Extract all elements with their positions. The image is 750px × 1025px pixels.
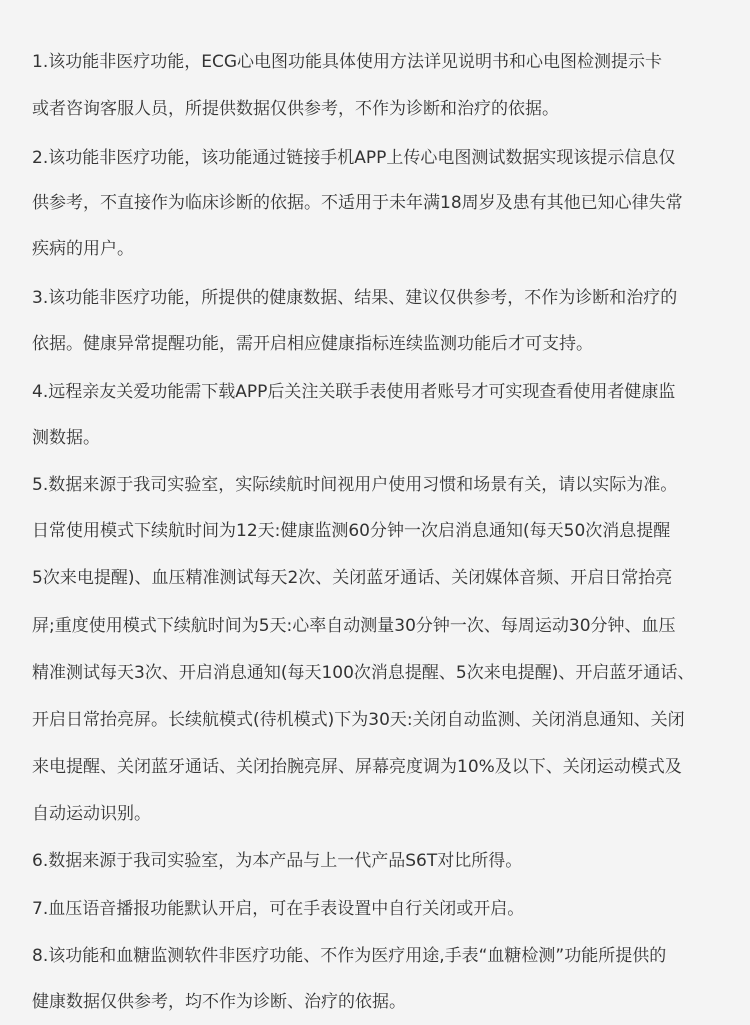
note-5-line-8: 自动运动识别。	[32, 804, 151, 824]
note-7-line-1: 7.血压语音播报功能默认开启，可在手表设置中自行关闭或开启。	[32, 899, 525, 919]
note-4-line-2: 测数据。	[32, 428, 100, 448]
note-5-line-5: 精准测试每天3次、开启消息通知(每天100次消息提醒、5次来电提醒)、开启蓝牙通话、	[32, 663, 695, 683]
note-2-line-2: 供参考，不直接作为临床诊断的依据。不适用于未年满18周岁及患有其他已知心律失常	[32, 193, 683, 213]
note-6-line-1: 6.数据来源于我司实验室，为本产品与上一代产品S6T对比所得。	[32, 851, 523, 871]
note-4-line-1: 4.远程亲友关爱功能需下载APP后关注关联手表使用者账号才可实现查看使用者健康监	[32, 382, 676, 402]
note-5-line-4: 屏;重度使用模式下续航时间为5天:心率自动测量30分钟一次、每周运动30分钟、血压	[32, 616, 676, 636]
note-5-line-3: 5次来电提醒)、血压精准测试每天2次、关闭蓝牙通话、关闭媒体音频、开启日常抬亮	[32, 568, 673, 588]
note-1-line-1: 1.该功能非医疗功能，ECG心电图功能具体使用方法详见说明书和心电图检测提示卡	[32, 52, 663, 72]
note-5-line-1: 5.数据来源于我司实验室，实际续航时间视用户使用习惯和场景有关，请以实际为准。	[32, 475, 678, 495]
note-5-line-7: 来电提醒、关闭蓝牙通话、关闭抬腕亮屏、屏幕亮度调为10%及以下、关闭运动模式及	[32, 757, 682, 777]
note-3-line-2: 依据。健康异常提醒功能，需开启相应健康指标连续监测功能后才可支持。	[32, 334, 593, 354]
note-5-line-2: 日常使用模式下续航时间为12天:健康监测60分钟一次启消息通知(每天50次消息提醒	[32, 521, 671, 541]
note-8-line-2: 健康数据仅供参考，均不作为诊断、治疗的依据。	[32, 992, 406, 1012]
note-5-line-6: 开启日常抬亮屏。长续航模式(待机模式)下为30天:关闭自动监测、关闭消息通知、关闭	[32, 710, 685, 730]
note-1-line-2: 或者咨询客服人员，所提供数据仅供参考，不作为诊断和治疗的依据。	[32, 99, 559, 119]
note-8-line-1: 8.该功能和血糖监测软件非医疗功能、不作为医疗用途,手表“血糖检测”功能所提供的	[32, 946, 667, 966]
note-2-line-3: 疾病的用户。	[32, 239, 134, 259]
note-2-line-1: 2.该功能非医疗功能，该功能通过链接手机APP上传心电图测试数据实现该提示信息仅	[32, 148, 676, 168]
note-3-line-1: 3.该功能非医疗功能，所提供的健康数据、结果、建议仅供参考，不作为诊断和治疗的	[32, 288, 678, 308]
